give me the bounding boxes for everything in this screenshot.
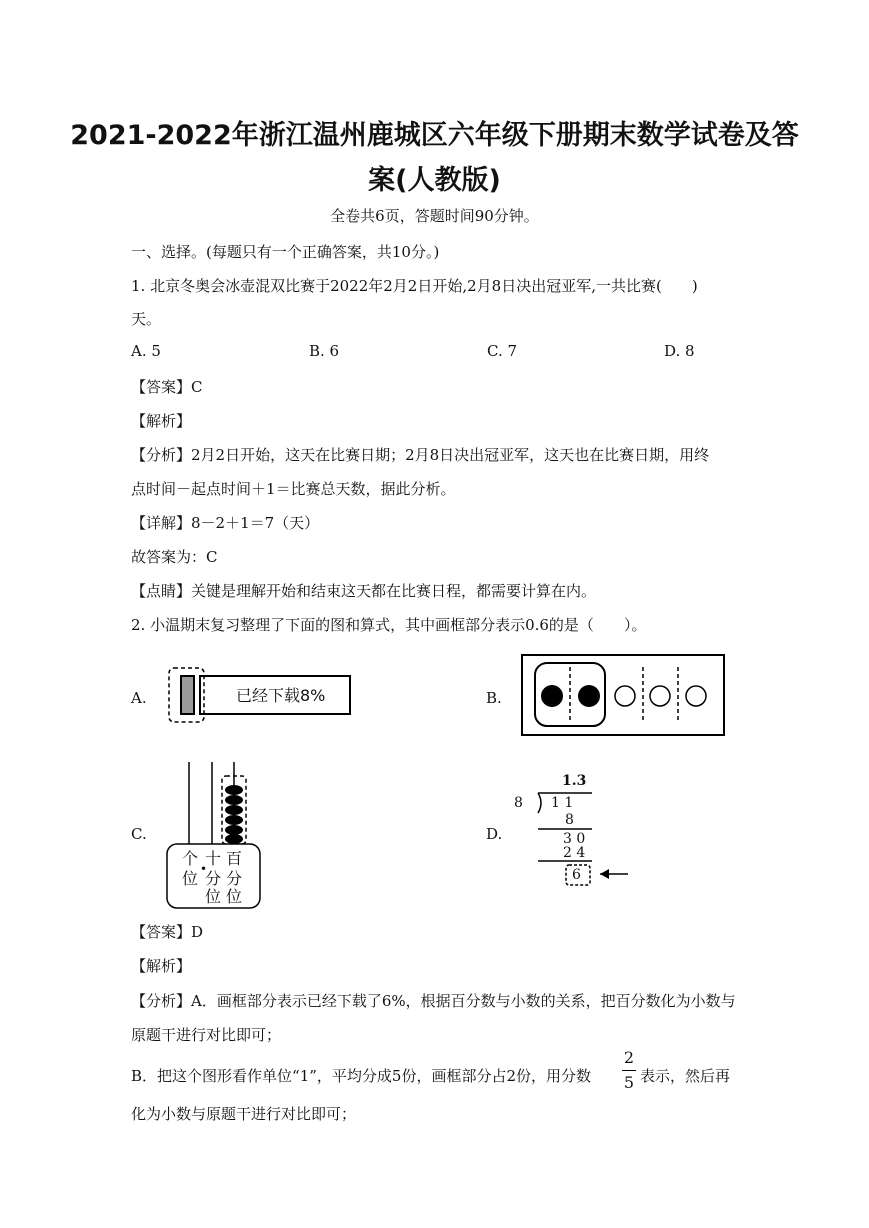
abacus-label-wei1: 位	[182, 869, 199, 888]
q2-b-line1-suffix: 表示，然后再	[640, 1067, 731, 1085]
empty-circle	[686, 686, 706, 706]
q2-b-line1-prefix: B．把这个图形看作单位“1”，平均分成5份，画框部分占2份，用分数	[131, 1067, 591, 1085]
division-step2: 3 0	[563, 831, 586, 847]
division-quotient: 1.3	[562, 773, 587, 789]
abacus-label-wei3: 位	[226, 887, 243, 906]
abacus-label-ge: 个	[182, 849, 199, 868]
fraction-bar	[622, 1070, 636, 1071]
abacus-label-fen2: 分	[226, 869, 243, 888]
division-remainder: 6	[572, 867, 581, 883]
q1-option-b: B. 6	[309, 342, 340, 360]
doc-title-line1: 2021-2022年浙江温州鹿城区六年级下册期末数学试卷及答	[70, 120, 799, 151]
figure-b-circles	[520, 653, 728, 738]
q1-jiexi: 【解析】	[131, 412, 192, 430]
abacus-bead	[225, 805, 243, 815]
abacus-bead	[225, 795, 243, 805]
division-divisor: 8	[514, 795, 523, 811]
q1-xiangjie: 【详解】8－2＋1＝7（天）	[131, 514, 320, 532]
filled-circle	[578, 685, 600, 707]
empty-circle	[650, 686, 670, 706]
q1-dianjing: 【点睛】关键是理解开始和结束这天都在比赛日程，都需要计算在内。	[131, 582, 597, 600]
q1-fenxi-line2: 点时间－起点时间＋1＝比赛总天数，据此分析。	[131, 480, 456, 498]
q1-option-a: A. 5	[131, 342, 161, 360]
q1-fenxi-line1: 【分析】2月2日开始，这天在比赛日期；2月8日决出冠亚军，这天也在比赛日期，用终	[131, 446, 710, 464]
abacus-bead	[225, 834, 243, 844]
q1-conclusion: 故答案为：C	[131, 548, 218, 566]
q1-option-d: D. 8	[664, 342, 695, 360]
q2-label-c: C.	[131, 825, 147, 843]
q2-stem: 2. 小温期末复习整理了下面的图和算式，其中画框部分表示0.6的是（ ）。	[131, 616, 647, 634]
q2-label-a: A.	[131, 689, 147, 707]
abacus-label-shi: 十	[205, 849, 222, 868]
filled-circle	[541, 685, 563, 707]
q2-answer: 【答案】D	[131, 923, 204, 941]
empty-circle	[615, 686, 635, 706]
q1-answer: 【答案】C	[131, 378, 203, 396]
fraction-denominator: 5	[623, 1073, 635, 1092]
doc-subtitle: 全卷共6页，答题时间90分钟。	[330, 207, 539, 225]
q2-fenxi-line2: 原题干进行对比即可；	[131, 1026, 282, 1044]
division-dividend: 1 1	[551, 795, 574, 811]
abacus-bead	[225, 825, 243, 835]
abacus-label-bai: 百	[226, 849, 243, 868]
division-step3: 2 4	[563, 845, 586, 861]
abacus-decimal-point: •	[200, 862, 208, 876]
q1-stem-line1: 1. 北京冬奥会冰壶混双比赛于2022年2月2日开始,2月8日决出冠亚军,一共比赛( )	[131, 277, 698, 295]
abacus-label-fen1: 分	[205, 869, 222, 888]
abacus-label-wei2: 位	[205, 887, 222, 906]
q2-b-line2: 化为小数与原题干进行对比即可；	[131, 1105, 357, 1123]
q2-label-b: B.	[486, 689, 502, 707]
arrow-left-icon	[600, 869, 609, 879]
abacus-bead	[225, 785, 243, 795]
progress-bar-text: 已经下载8%	[236, 686, 326, 705]
q1-stem-line2: 天。	[131, 310, 162, 328]
q2-fenxi-line1: 【分析】A．画框部分表示已经下载了6%，根据百分数与小数的关系，把百分数化为小数与	[131, 992, 736, 1010]
section-heading: 一、选择。(每题只有一个正确答案，共10分。)	[131, 243, 440, 261]
doc-title-line2: 案(人教版)	[368, 165, 501, 196]
q2-jiexi: 【解析】	[131, 957, 192, 975]
division-step1: 8	[565, 812, 574, 828]
q1-option-c: C. 7	[487, 342, 518, 360]
fraction-numerator: 2	[623, 1048, 635, 1067]
progress-bar-fill	[181, 676, 194, 714]
abacus-bead	[225, 815, 243, 825]
q2-label-d: D.	[486, 825, 503, 843]
